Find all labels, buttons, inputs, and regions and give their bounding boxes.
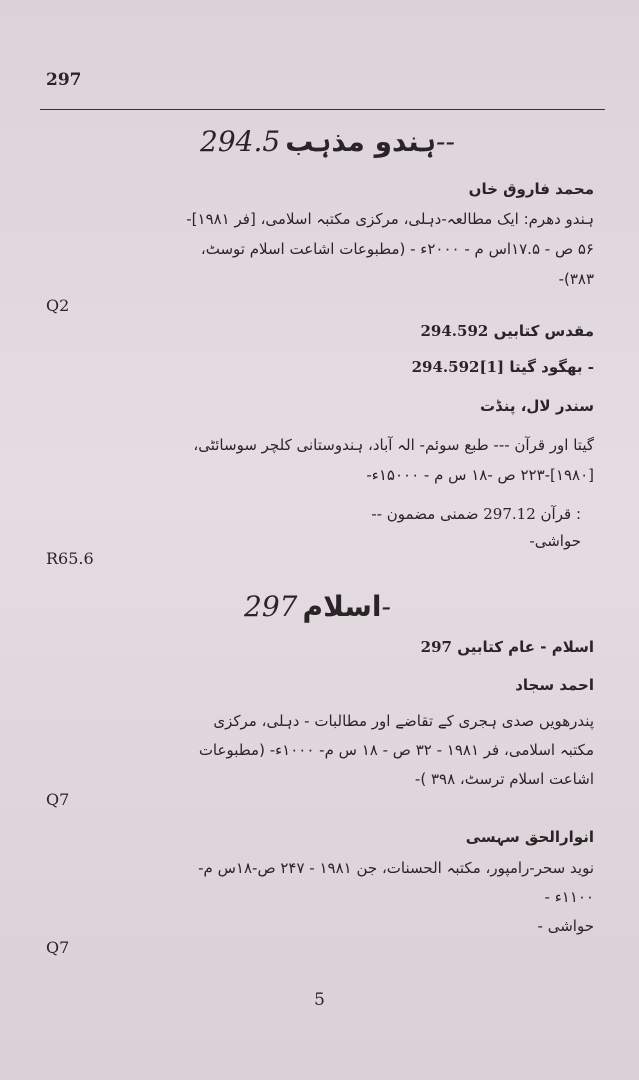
notes: حواشی - <box>537 917 594 935</box>
heading-number: 297- <box>244 590 391 623</box>
subject-title: -- قرآن <box>371 505 572 523</box>
section-heading-hindu <box>200 125 455 158</box>
subclass-number: [1]294.592 - <box>411 358 594 376</box>
heading-title: ہندو مذہب <box>285 125 436 158</box>
heading-title: اسلام <box>302 590 382 623</box>
author-name: محمد فاروق خاں <box>468 180 594 198</box>
section-heading-islam <box>244 590 391 623</box>
entry-line: گیتا اور قرآن --- طبع سوئم- الہ آباد، ہندوستانی کلچر سوسائٹی، <box>193 436 594 454</box>
heading-number: 294.5-- <box>200 125 455 158</box>
entry-line: نوید سحر-رامپور، مکتبہ الحسنات، جن ۱۹۸۱ - ۲۴۷ ص-۱۸س م- <box>198 859 594 877</box>
entry-line: ہندو دھرم: ایک مطالعہ-دہلی، مرکزی مکتبہ اسلامی، [فر ۱۹۸۱]- <box>186 210 594 228</box>
subject-number: 297.12 <box>483 505 536 523</box>
class-number: 294.592 <box>420 322 489 340</box>
header-rule <box>40 109 605 110</box>
class-title: مقدس کتابیں <box>493 322 594 340</box>
shelf-code: Q7 <box>46 790 70 809</box>
subclass-heading <box>412 358 594 376</box>
author-name: انوارالحق سہسی <box>465 828 594 846</box>
footer-page-number: 5 <box>314 990 325 1010</box>
entry-line: [۱۹۸۰]-۲۲۳ ص -۱۸ س م - ۱۵۰۰۰ء- <box>366 466 594 484</box>
entry-line: اشاعت اسلام ترسٹ، ۳۹۸ )- <box>414 770 594 788</box>
class-heading <box>421 322 595 340</box>
entry-line: ۳۸۳)- <box>558 270 594 288</box>
shelf-code: R65.6 <box>46 549 94 568</box>
class-number: 297 <box>420 638 452 656</box>
shelf-code: Q7 <box>46 938 70 957</box>
author-name: سندر لال، پنڈت <box>480 397 594 415</box>
entry-line: پندرھویں صدی ہجری کے تقاضے اور مطالبات - دہلی، مرکزی <box>213 712 594 730</box>
entry-line: ۱۱۰۰ء - <box>544 888 594 906</box>
entry-line: ۵۶ ص - ۱۷.۵اس م - ۲۰۰۰ء - (مطبوعات اشاعت اسلام توسٹ، <box>200 240 594 258</box>
shelf-code: Q2 <box>46 296 70 315</box>
class-title: اسلام - عام کتابیں <box>457 638 594 656</box>
notes: حواشی- <box>529 532 581 550</box>
entry-line: مکتبہ اسلامی، فر ۱۹۸۱ - ۳۲ ص - ۱۸ س م- ۱۰۰۰ء- (مطبوعات <box>198 741 594 759</box>
subclass-title: بھگود گیتا <box>509 358 583 376</box>
author-name: احمد سجاد <box>515 676 594 694</box>
class-heading <box>421 638 594 656</box>
subject-label: ضمنی مضمون : <box>386 505 581 523</box>
page-number: 297 <box>46 70 82 90</box>
subject-line <box>371 505 581 523</box>
